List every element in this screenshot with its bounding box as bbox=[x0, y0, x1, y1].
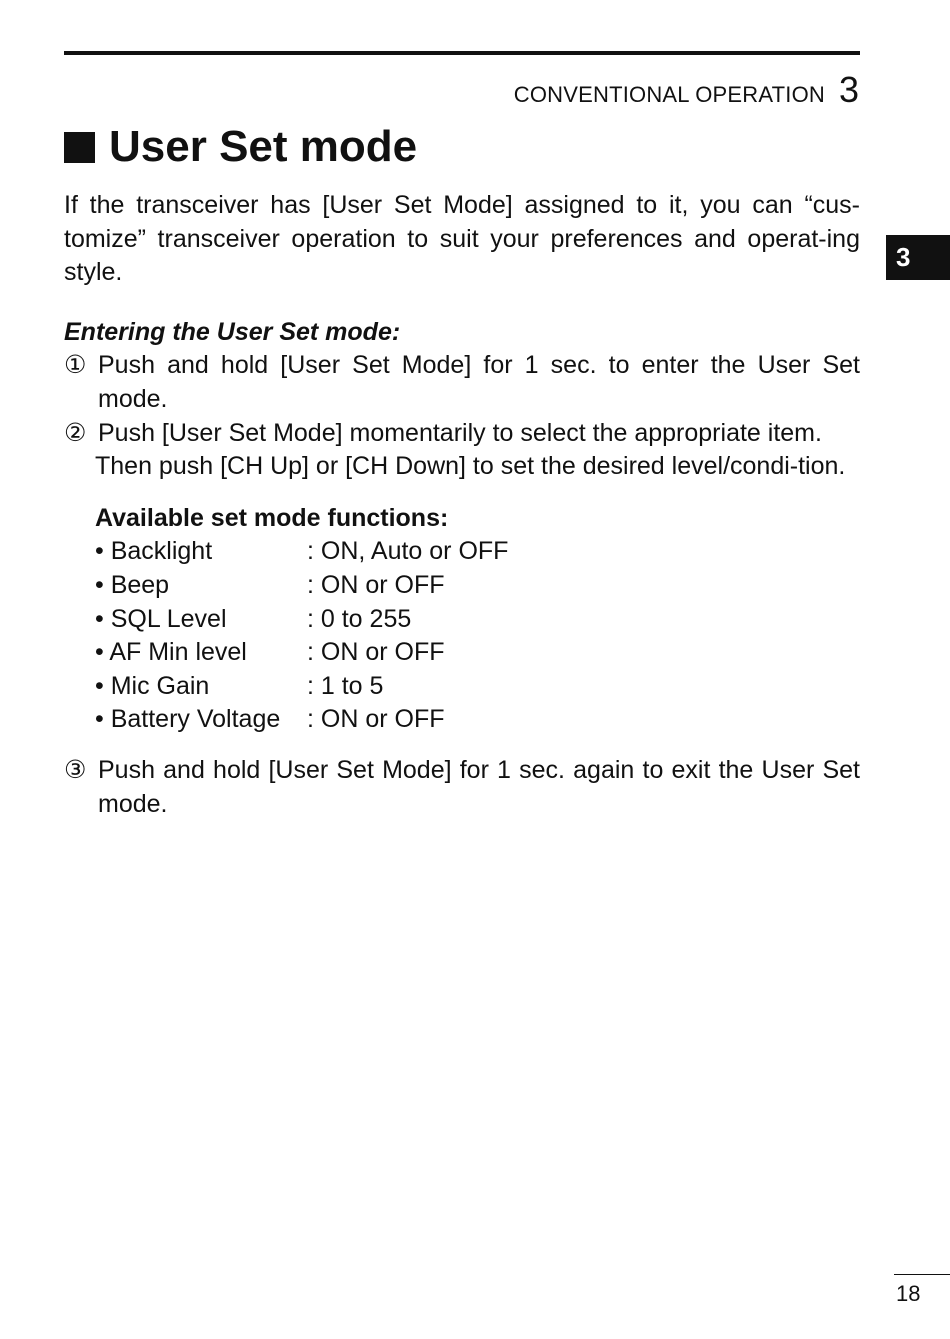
function-value: : 1 to 5 bbox=[307, 671, 384, 700]
chapter-tab: 3 bbox=[886, 235, 950, 280]
functions-list bbox=[95, 502, 860, 737]
function-row bbox=[95, 703, 860, 737]
function-row bbox=[95, 535, 860, 569]
step-1-marker: ① bbox=[64, 351, 87, 380]
step-2-marker: ② bbox=[64, 418, 87, 447]
step-3-text: Push and hold [User Set Mode] for 1 sec. again to exit the User Set mode. bbox=[98, 755, 860, 818]
function-row bbox=[95, 569, 860, 603]
function-row bbox=[95, 670, 860, 704]
section-name: CONVENTIONAL OPERATION bbox=[513, 82, 825, 107]
running-head bbox=[513, 69, 859, 110]
chapter-number: 3 bbox=[838, 69, 859, 110]
function-value: : ON, Auto or OFF bbox=[307, 537, 509, 566]
step-3 bbox=[64, 754, 860, 821]
step-3-marker: ③ bbox=[64, 755, 87, 784]
main-content bbox=[64, 189, 860, 821]
step-1 bbox=[64, 349, 860, 416]
step-2 bbox=[64, 417, 860, 451]
step-2-continuation: Then push [CH Up] or [CH Down] to set the desired level/condi-tion. bbox=[95, 452, 846, 481]
function-name: • Beep bbox=[95, 570, 170, 599]
top-rule bbox=[64, 51, 860, 55]
function-value: : 0 to 255 bbox=[307, 604, 412, 633]
black-square-icon bbox=[64, 132, 95, 163]
function-name: • Backlight bbox=[95, 537, 213, 566]
step-2-text: Push [User Set Mode] momentarily to select the appropriate item. bbox=[98, 418, 822, 447]
function-row bbox=[95, 603, 860, 637]
page-title-text: User Set mode bbox=[109, 122, 418, 171]
intro-paragraph: If the transceiver has [User Set Mode] assigned to it, you can “cus-tomize” transceiver operation to suit your preferences and operat-ing style. bbox=[64, 191, 860, 287]
page-title bbox=[64, 121, 417, 173]
entering-heading: Entering the User Set mode: bbox=[64, 317, 401, 346]
functions-heading: Available set mode functions: bbox=[95, 503, 449, 532]
function-row bbox=[95, 636, 860, 670]
function-value: : ON or OFF bbox=[307, 705, 445, 734]
function-name: • Battery Voltage bbox=[95, 705, 281, 734]
page-number: 18 bbox=[894, 1274, 950, 1307]
function-name: • Mic Gain bbox=[95, 671, 210, 700]
function-value: : ON or OFF bbox=[307, 570, 445, 599]
function-name: • SQL Level bbox=[95, 604, 227, 633]
function-name: • AF Min level bbox=[95, 638, 247, 667]
function-value: : ON or OFF bbox=[307, 638, 445, 667]
step-1-text: Push and hold [User Set Mode] for 1 sec. to enter the User Set mode. bbox=[98, 351, 860, 413]
